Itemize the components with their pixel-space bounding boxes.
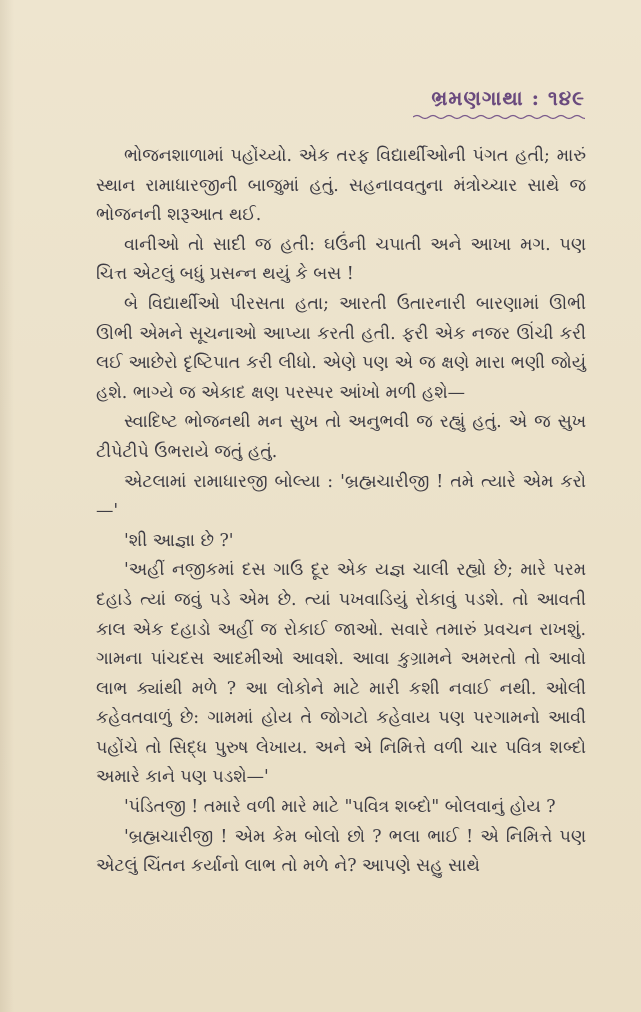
paragraph-2: વાનીઓ તો સાદી જ હતી: ઘઉંની ચપાતી અને આખા મગ. પણ ચિત્ત એટલું બધું પ્રસન્ન થયું કે બસ ! bbox=[96, 234, 586, 285]
page-binding-shadow bbox=[0, 0, 14, 1012]
running-header: ભ્રમણગાથા : ૧૪૯ bbox=[431, 86, 585, 110]
paragraph-3: બે વિદ્યાર્થીઓ પીરસતા હતા; આરતી ઉતારનારી બારણામાં ઊભી ઊભી એમને સૂચનાઓ આપ્યા કરતી હતી. ફરી એક નજર ઊંચી કરી લઈ આછેરો દૃષ્ટિપાત કરી લીધો. એણે પણ એ જ ક્ષણે મારા ભણી જોયું હશે. ભાગ્યે જ એકાદ ક્ષણ પરસ્પર આંખો મળી હશે— bbox=[96, 293, 586, 403]
header-wavy-rule bbox=[413, 114, 585, 120]
paragraph-4: સ્વાદિષ્ટ ભોજનથી મન સુખ તો અનુભવી જ રહ્યું હતું. એ જ સુખ ટીપેટીપે ઉભરાયે જતું હતું. bbox=[96, 412, 586, 462]
paragraph-7: 'અહીં નજીકમાં દસ ગાઉ દૂર એક યજ્ઞ ચાલી રહ્યો છે; મારે પરમ દહાડે ત્યાં જવું પડે એમ છે. ત્યાં પખવાડિયું રોકાવું પડશે. તો આવતી કાલ એક દહાડો અહીં જ રોકાઈ જાઓ. સવારે તમારું પ્રવચન રાખશું. ગામના પાંચદસ આદમીઓ આવશે. આવા કુગ્રામને અમરતો તો આવો લાભ ક્યાંથી મળે ? આ લોકોને માટે મારી કશી નવાઈ નથી. ઓલી કહેવતવાળું છે: ગામમાં હોય તે જોગટો કહેવાય પણ પરગામનો આવી પહોંચે તો સિદ્ધ પુરુષ લેખાય. અને એ નિમિત્તે વળી ચાર પવિત્ર શબ્દો અમારે કાને પણ પડશે—' bbox=[96, 560, 586, 788]
paragraph-8: 'પંડિતજી ! તમારે વળી મારે માટે "પવિત્ર શબ્દો" બોલવાનું હોય ? bbox=[124, 797, 556, 818]
paragraph-1: ભોજનશાળામાં પહોંચ્યો. એક તરફ વિદ્યાર્થીઓની પંગત હતી; મારું સ્થાન રામાધારજીની બાજુમાં હતું. સહનાવવતુના મંત્રોચ્ચાર સાથે જ ભોજનની શરૂઆત થઈ. bbox=[96, 146, 586, 226]
paragraph-6: 'શી આજ્ઞા છે ?' bbox=[124, 530, 234, 551]
paragraph-5: એટલામાં રામાધારજી બોલ્યા : 'બ્રહ્મચારીજી ! તમે ત્યારે એમ કરો—' bbox=[96, 471, 586, 522]
paragraph-9: 'બ્રહ્મચારીજી ! એમ કેમ બોલો છો ? ભલા ભાઈ ! એ નિમિત્તે પણ એટલું ચિંતન કર્યાનો લાભ તો મળે ને? આપણે સહુ સાથે bbox=[96, 826, 586, 877]
body-text bbox=[96, 142, 586, 882]
